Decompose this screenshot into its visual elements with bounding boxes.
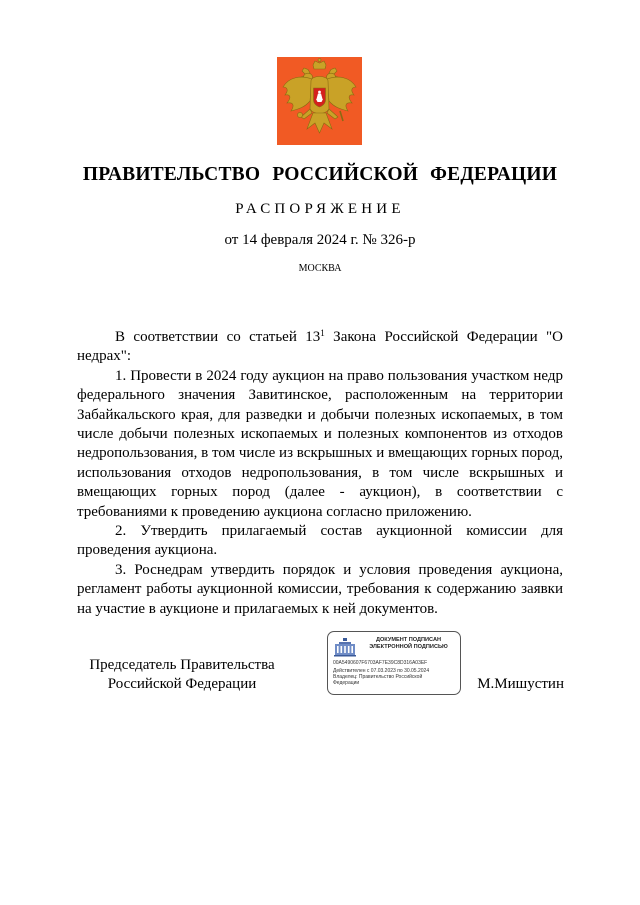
coat-of-arms-emblem: [277, 57, 362, 145]
preamble-text-start: В соответствии со статьей 13: [115, 329, 321, 345]
preamble-text-end: Закона Российской Федерации "О недрах":: [77, 329, 563, 365]
document-city: МОСКВА: [298, 263, 342, 274]
government-title: ПРАВИТЕЛЬСТВО РОССИЙСКОЙ ФЕДЕРАЦИИ: [82, 164, 558, 185]
stamp-title: [360, 637, 457, 651]
document-body: [77, 328, 563, 619]
stamp-owner-line2: Федерации: [333, 680, 360, 686]
electronic-signature-stamp: [327, 631, 461, 695]
signatory-position-line1: Председатель Правительства: [89, 657, 275, 673]
preamble-paragraph: [77, 328, 563, 367]
stamp-title-line1: ДОКУМЕНТ ПОДПИСАН: [375, 637, 442, 643]
stamp-title-line2: ЭЛЕКТРОННОЙ ПОДПИСЬЮ: [369, 644, 448, 650]
signatory-position-line2: Российской Федерации: [107, 676, 257, 693]
document-kind: РАСПОРЯЖЕНИЕ: [235, 201, 405, 217]
article-superscript: 1: [320, 328, 325, 338]
item-2-paragraph: 2. Утвердить прилагаемый состав аукционной комиссии для проведения аукциона.: [77, 523, 563, 559]
stamp-certificate: 00A5490607F6703AF7E39C8D316A03EF: [333, 660, 428, 666]
item-1-paragraph: 1. Провести в 2024 году аукцион на право пользования участком недр федерального значения Завитинское, расположенным на территории Забайкальского края, для разведки и добычи полезных ископаемых, в том числе добычи полезных ископаемых и полезных компонентов из отходов недропользования, в том числе из вскрышных и вмещающих горных пород, использования отходов недропользования, в том числе вскрышных и вмещающих горных пород (далее - аукцион), в соответствии с требованиями к проведению аукциона согласно приложению.: [77, 367, 563, 520]
item-3-paragraph: 3. Роснедрам утвердить порядок и условия проведения аукциона, регламент работы аукционной комиссии, требования к содержанию заявки на участие в аукционе и прилагаемых к ней документов.: [77, 561, 563, 617]
stamp-owner-line1: Владелец: Правительство Российской: [333, 674, 423, 680]
signatory-position: [77, 656, 287, 695]
document-date-number: от 14 февраля 2024 г. № 326-р: [224, 232, 416, 248]
signatory-name: М.Мишустин: [477, 676, 564, 692]
government-building-icon: [333, 637, 357, 657]
stamp-validity: Действителен с 07.03.2023 по 30.05.2024: [333, 668, 430, 674]
